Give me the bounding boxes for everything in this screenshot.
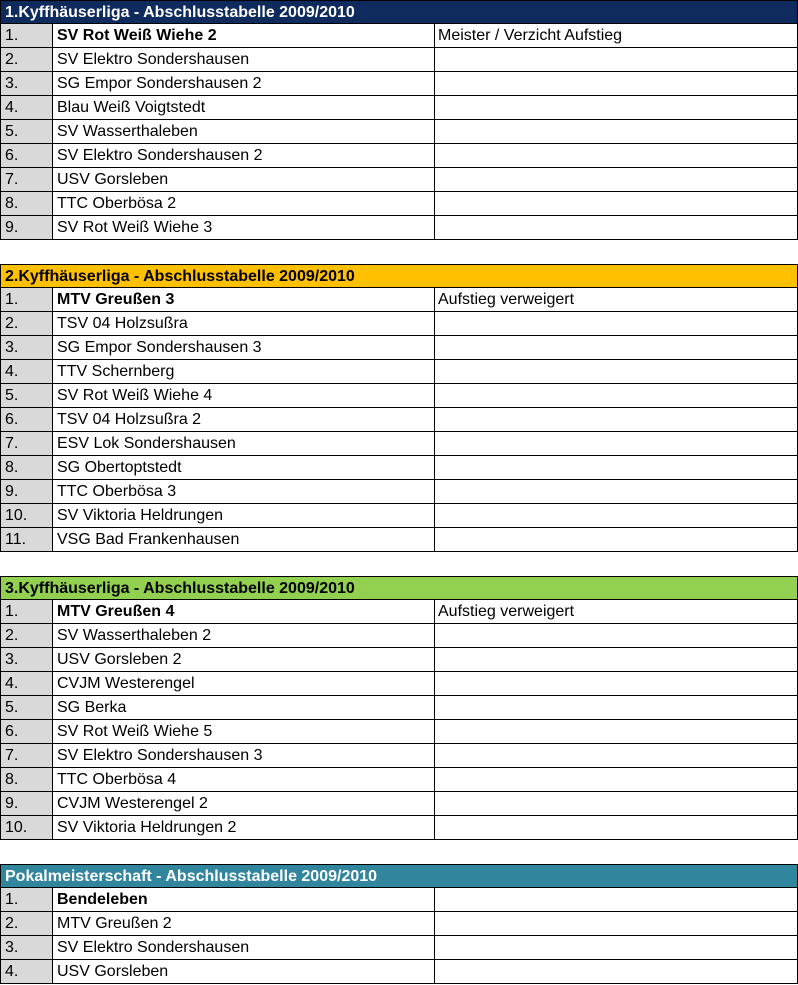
table-row	[0, 24, 798, 48]
rank-cell: 6.	[0, 720, 53, 743]
rank-cell: 4.	[0, 360, 53, 383]
table-row	[0, 744, 798, 768]
note-cell	[435, 696, 798, 719]
table-row	[0, 960, 798, 984]
team-cell: SV Rot Weiß Wiehe 3	[53, 216, 435, 239]
note-cell	[435, 456, 798, 479]
team-cell: SG Empor Sondershausen 3	[53, 336, 435, 359]
table-row	[0, 120, 798, 144]
team-cell: ESV Lok Sondershausen	[53, 432, 435, 455]
team-cell: SG Empor Sondershausen 2	[53, 72, 435, 95]
table-row	[0, 888, 798, 912]
rank-cell: 7.	[0, 744, 53, 767]
team-cell: USV Gorsleben	[53, 168, 435, 191]
team-cell: VSG Bad Frankenhausen	[53, 528, 435, 551]
note-cell	[435, 504, 798, 527]
team-cell: USV Gorsleben	[53, 960, 435, 983]
rank-cell: 1.	[0, 600, 53, 623]
rank-cell: 3.	[0, 72, 53, 95]
note-cell	[435, 528, 798, 551]
team-cell: TSV 04 Holzsußra	[53, 312, 435, 335]
rank-cell: 10.	[0, 816, 53, 839]
note-cell	[435, 720, 798, 743]
rank-cell: 9.	[0, 480, 53, 503]
table-row	[0, 312, 798, 336]
section-header: Pokalmeisterschaft - Abschlusstabelle 2009/2010	[0, 864, 798, 888]
rank-cell: 2.	[0, 912, 53, 935]
team-cell: SV Elektro Sondershausen 3	[53, 744, 435, 767]
table-row	[0, 816, 798, 840]
table-row	[0, 168, 798, 192]
table-row	[0, 504, 798, 528]
league-table-3	[0, 576, 798, 840]
rank-cell: 2.	[0, 312, 53, 335]
team-cell: MTV Greußen 2	[53, 912, 435, 935]
team-cell: TSV 04 Holzsußra 2	[53, 408, 435, 431]
note-cell	[435, 192, 798, 215]
note-cell	[435, 408, 798, 431]
note-cell	[435, 792, 798, 815]
rank-cell: 7.	[0, 168, 53, 191]
note-cell	[435, 432, 798, 455]
rank-cell: 2.	[0, 624, 53, 647]
spacer-row	[0, 240, 798, 264]
team-cell: SV Wasserthaleben	[53, 120, 435, 143]
table-row	[0, 216, 798, 240]
table-row	[0, 936, 798, 960]
note-cell	[435, 960, 798, 983]
team-cell: SG Berka	[53, 696, 435, 719]
table-row	[0, 696, 798, 720]
note-cell	[435, 96, 798, 119]
section-header: 1.Kyffhäuserliga - Abschlusstabelle 2009/2010	[0, 0, 798, 24]
rank-cell: 8.	[0, 768, 53, 791]
team-cell: MTV Greußen 3	[53, 288, 435, 311]
team-cell: SG Obertoptstedt	[53, 456, 435, 479]
table-row	[0, 912, 798, 936]
team-cell: SV Viktoria Heldrungen	[53, 504, 435, 527]
team-cell: SV Wasserthaleben 2	[53, 624, 435, 647]
table-row	[0, 72, 798, 96]
section-header: 2.Kyffhäuserliga - Abschlusstabelle 2009/2010	[0, 264, 798, 288]
note-cell	[435, 912, 798, 935]
table-row	[0, 192, 798, 216]
team-cell: SV Elektro Sondershausen	[53, 48, 435, 71]
note-cell	[435, 744, 798, 767]
note-cell	[435, 384, 798, 407]
spacer-row	[0, 552, 798, 576]
note-cell	[435, 648, 798, 671]
note-cell	[435, 144, 798, 167]
note-cell: Meister / Verzicht Aufstieg	[435, 24, 798, 47]
table-row	[0, 528, 798, 552]
table-row	[0, 288, 798, 312]
note-cell: Aufstieg verweigert	[435, 288, 798, 311]
team-cell: CVJM Westerengel	[53, 672, 435, 695]
team-cell: SV Rot Weiß Wiehe 2	[53, 24, 435, 47]
team-cell: USV Gorsleben 2	[53, 648, 435, 671]
rank-cell: 7.	[0, 432, 53, 455]
rank-cell: 8.	[0, 456, 53, 479]
table-row	[0, 720, 798, 744]
rank-cell: 3.	[0, 936, 53, 959]
rank-cell: 4.	[0, 672, 53, 695]
table-row	[0, 408, 798, 432]
note-cell	[435, 936, 798, 959]
table-row	[0, 96, 798, 120]
rank-cell: 9.	[0, 216, 53, 239]
team-cell: MTV Greußen 4	[53, 600, 435, 623]
table-row	[0, 432, 798, 456]
note-cell	[435, 168, 798, 191]
rank-cell: 9.	[0, 792, 53, 815]
table-row	[0, 792, 798, 816]
team-cell: TTC Oberbösa 4	[53, 768, 435, 791]
note-cell	[435, 624, 798, 647]
note-cell: Aufstieg verweigert	[435, 600, 798, 623]
rank-cell: 10.	[0, 504, 53, 527]
rank-cell: 4.	[0, 96, 53, 119]
note-cell	[435, 480, 798, 503]
team-cell: SV Elektro Sondershausen 2	[53, 144, 435, 167]
rank-cell: 6.	[0, 408, 53, 431]
note-cell	[435, 312, 798, 335]
rank-cell: 3.	[0, 648, 53, 671]
table-row	[0, 144, 798, 168]
note-cell	[435, 768, 798, 791]
note-cell	[435, 48, 798, 71]
table-row	[0, 456, 798, 480]
note-cell	[435, 360, 798, 383]
rank-cell: 5.	[0, 120, 53, 143]
league-table-1	[0, 0, 798, 240]
table-row	[0, 48, 798, 72]
note-cell	[435, 72, 798, 95]
team-cell: SV Rot Weiß Wiehe 4	[53, 384, 435, 407]
rank-cell: 5.	[0, 384, 53, 407]
team-cell: SV Viktoria Heldrungen 2	[53, 816, 435, 839]
note-cell	[435, 888, 798, 911]
team-cell: TTV Schernberg	[53, 360, 435, 383]
note-cell	[435, 336, 798, 359]
team-cell: CVJM Westerengel 2	[53, 792, 435, 815]
table-row	[0, 336, 798, 360]
section-header: 3.Kyffhäuserliga - Abschlusstabelle 2009/2010	[0, 576, 798, 600]
team-cell: SV Rot Weiß Wiehe 5	[53, 720, 435, 743]
rank-cell: 1.	[0, 888, 53, 911]
cup-table	[0, 864, 798, 984]
spacer-row	[0, 840, 798, 864]
note-cell	[435, 672, 798, 695]
note-cell	[435, 816, 798, 839]
note-cell	[435, 120, 798, 143]
rank-cell: 11.	[0, 528, 53, 551]
table-row	[0, 624, 798, 648]
rank-cell: 2.	[0, 48, 53, 71]
rank-cell: 4.	[0, 960, 53, 983]
team-cell: SV Elektro Sondershausen	[53, 936, 435, 959]
table-row	[0, 768, 798, 792]
team-cell: TTC Oberbösa 3	[53, 480, 435, 503]
team-cell: Bendeleben	[53, 888, 435, 911]
rank-cell: 3.	[0, 336, 53, 359]
team-cell: TTC Oberbösa 2	[53, 192, 435, 215]
rank-cell: 6.	[0, 144, 53, 167]
table-row	[0, 600, 798, 624]
table-row	[0, 480, 798, 504]
rank-cell: 8.	[0, 192, 53, 215]
table-row	[0, 648, 798, 672]
table-row	[0, 672, 798, 696]
team-cell: Blau Weiß Voigtstedt	[53, 96, 435, 119]
table-row	[0, 360, 798, 384]
rank-cell: 5.	[0, 696, 53, 719]
rank-cell: 1.	[0, 24, 53, 47]
league-table-2	[0, 264, 798, 552]
note-cell	[435, 216, 798, 239]
rank-cell: 1.	[0, 288, 53, 311]
table-row	[0, 384, 798, 408]
